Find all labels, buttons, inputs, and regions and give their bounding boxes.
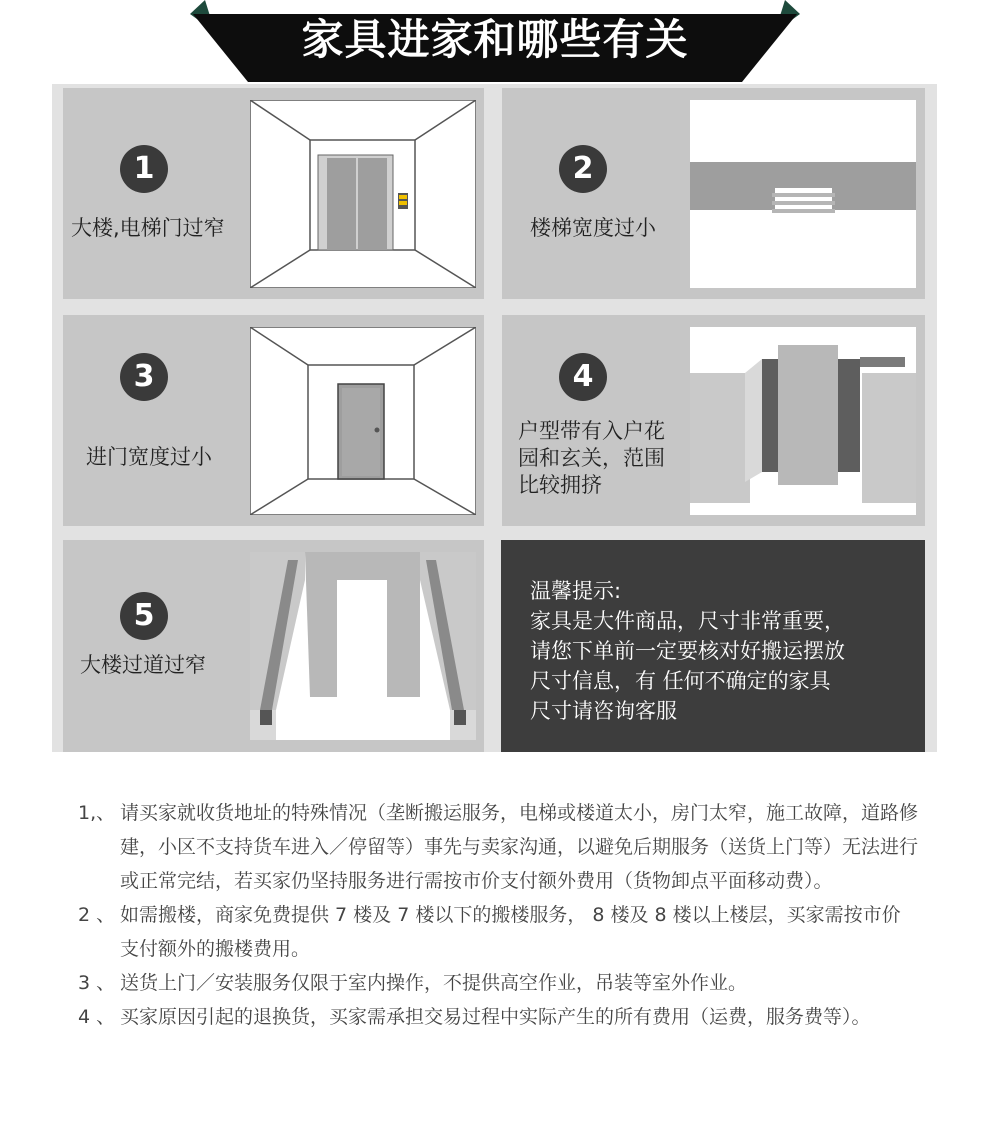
note-index: 2 、 <box>78 904 116 926</box>
tip-line: 家具是大件商品，尺寸非常重要， <box>530 609 845 633</box>
panel-entrance <box>502 315 925 526</box>
panel-elevator <box>63 88 484 299</box>
tip-line: 尺寸请咨询客服 <box>530 699 677 723</box>
step-badge: 4 <box>559 353 607 401</box>
stairs-illustration <box>690 100 916 288</box>
panel-label: 大楼过道过窄 <box>80 653 206 677</box>
note-index: 4 、 <box>78 1006 116 1028</box>
door-illustration <box>250 327 476 515</box>
panel-label-line: 园和玄关，范围 <box>518 446 665 470</box>
panel-door <box>63 315 484 526</box>
panel-stairs <box>502 88 925 299</box>
note-text: 请买家就收货地址的特殊情况（垄断搬运服务，电梯或楼道太小，房门太窄，施工故障，道路修建，小区不支持货车进入／停留等）事先与卖家沟通，以避免后期服务（送货上门等）无法进行或正常完结，若买家仍坚持服务进行需按市价支付额外费用（货物卸点平面移动费）。 <box>120 802 919 892</box>
panel-label: 大楼,电梯门过窄 <box>71 216 225 240</box>
step-badge: 3 <box>120 353 168 401</box>
tip-line: 请您下单前一定要核对好搬运摆放 <box>530 639 845 663</box>
step-badge: 5 <box>120 592 168 640</box>
note-item <box>78 966 918 1000</box>
panel-label-line: 比较拥挤 <box>518 473 602 497</box>
step-badge: 2 <box>559 145 607 193</box>
note-index: 3 、 <box>78 972 116 994</box>
note-item <box>78 796 918 898</box>
note-item <box>78 1000 918 1034</box>
title-banner <box>0 0 990 84</box>
panel-label-line: 户型带有入户花 <box>518 419 665 443</box>
tip-box <box>501 540 925 752</box>
tip-line: 尺寸信息，有 任何不确定的家具 <box>530 669 831 693</box>
panel-label: 楼梯宽度过小 <box>530 216 656 240</box>
note-text: 买家原因引起的退换货，买家需承担交易过程中实际产生的所有费用（运费，服务费等）。 <box>120 1006 871 1028</box>
panel-label: 进门宽度过小 <box>86 445 212 469</box>
tip-line: 温馨提示: <box>530 579 622 603</box>
elevator-illustration <box>250 100 476 288</box>
note-text: 送货上门／安装服务仅限于室内操作，不提供高空作业，吊装等室外作业。 <box>120 972 748 994</box>
note-text: 如需搬楼，商家免费提供 7 楼及 7 楼以下的搬楼服务， 8 楼及 8 楼以上楼层，买家需按市价支付额外的搬楼费用。 <box>120 904 901 960</box>
panel-corridor <box>63 540 484 752</box>
note-item <box>78 898 918 966</box>
entrance-illustration <box>690 327 916 515</box>
notes-list <box>78 796 918 1034</box>
step-badge: 1 <box>120 145 168 193</box>
corridor-illustration <box>250 552 476 740</box>
page-title: 家具进家和哪些有关 <box>301 15 689 64</box>
note-index: 1,、 <box>78 802 116 824</box>
